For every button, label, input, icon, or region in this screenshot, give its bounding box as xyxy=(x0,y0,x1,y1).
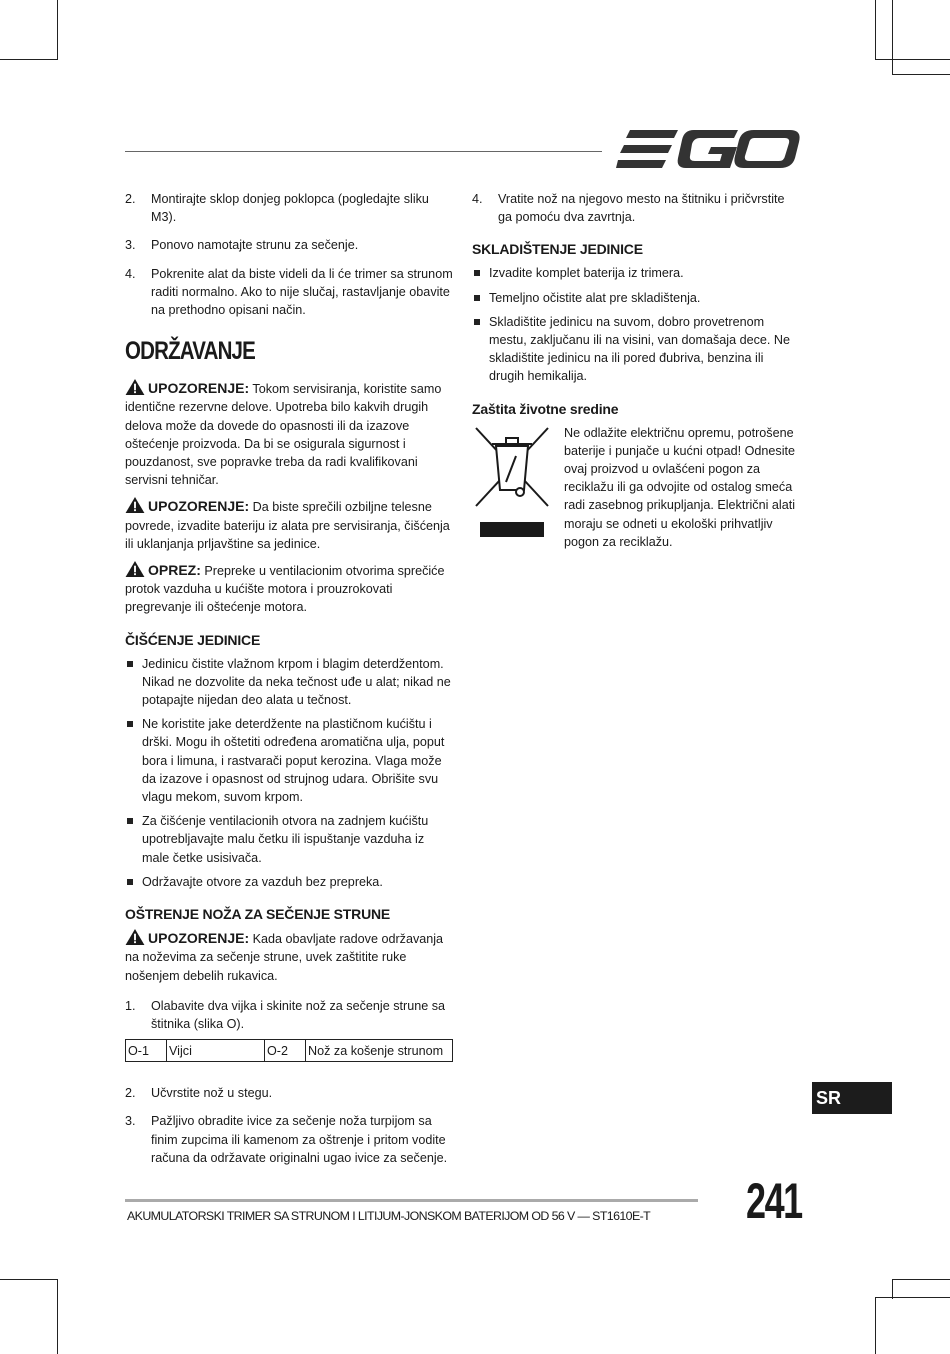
table-cell: Nož za košenje strunom xyxy=(306,1040,453,1062)
ego-logo xyxy=(616,128,800,172)
environment-heading: Zaštita životne sredine xyxy=(472,400,619,417)
bullet-icon xyxy=(474,295,480,301)
list-item: Održavajte otvore za vazduh bez prepreka. xyxy=(125,873,453,891)
footer-title: AKUMULATORSKI TRIMER SA STRUNOM I LITIJUM-JONSKOM BATERIJOM OD 56 V — ST1610E-T xyxy=(127,1209,651,1223)
numbered-step: 2. Montirajte sklop donjeg poklopca (pogledajte sliku M3). xyxy=(125,192,429,225)
table-cell: O-2 xyxy=(265,1040,306,1062)
right-column xyxy=(472,190,800,554)
left-column xyxy=(125,190,453,1177)
storage-heading: SKLADIŠTENJE JEDINICE xyxy=(472,241,643,258)
list-item: Temeljno očistite alat pre skladištenja. xyxy=(472,289,800,307)
bullet-icon xyxy=(127,879,133,885)
numbered-step: 4. Vratite nož na njegovo mesto na štitniku i pričvrstite ga pomoću dva zavrtnja. xyxy=(472,192,785,225)
numbered-step: 1. Olabavite dva vijka i skinite nož za sečenje strune sa štitnika (slika O). xyxy=(125,998,446,1031)
bullet-icon xyxy=(474,319,480,325)
environment-text: Ne odlažite električnu opremu, potrošene baterije i punjače u kućni otpad! Odnesite ovaj proizvod u ovlašćeni pogon za reciklažu ili ga odvojite od ostalog smeća radi zasebnog prikupljanja. Električni alati moraju se odneti u ekološki prihvatljiv pogon za reciklažu. xyxy=(564,425,796,549)
page-number: 241 xyxy=(746,1173,802,1229)
list-item: Jedinicu čistite vlažnom krpom i blagim deterdžentom. Nikad ne dozvolite da neka tečnost uđe u alat; nikad ne potapajte nijedan deo alata u tečnost. xyxy=(125,655,453,710)
list-item: Ne koristite jake deterdžente na plastičnom kućištu i drški. Mogu ih oštetiti određena aromatična ulja, poput bora i limuna, i rastvarači poput kerozina. Vlaga može da izazove i opasnost od strujnog udara. Obrišite svu vlagu mekom, suvom krpom. xyxy=(125,715,453,806)
crossed-bin-icon xyxy=(472,424,552,540)
environment-block xyxy=(472,424,800,554)
bullet-icon xyxy=(127,721,133,727)
table-cell: O-1 xyxy=(126,1040,167,1062)
table-cell: Vijci xyxy=(167,1040,265,1062)
sharpening-heading: OŠTRENJE NOŽA ZA SEČENJE STRUNE xyxy=(125,906,391,923)
language-tab: SR xyxy=(812,1082,892,1114)
warning-triangle-icon xyxy=(125,497,145,513)
warning-block: UPOZORENJE: Kada obavljate radove održavanja na noževima za sečenje strune, uvek zaštitite ruke nošenjem debelih rukavica. xyxy=(125,930,444,983)
list-item: Za čišćenje ventilacionih otvora na zadnjem kućištu upotrebljavajte malu četku ili ispuštanje vazduha iz male četke usisivača. xyxy=(125,812,453,867)
parts-table xyxy=(125,1039,453,1062)
header-rule xyxy=(125,151,602,152)
numbered-step: 3. Ponovo namotajte strunu za sečenje. xyxy=(125,238,359,253)
bullet-icon xyxy=(127,818,133,824)
numbered-step: 3. Pažljivo obradite ivice za sečenje noža turpijom sa finim zupcima ili kamenom za oštrenje i pritom vodite računa da održavate originalni ugao ivice za sečenje. xyxy=(125,1114,448,1165)
warning-triangle-icon xyxy=(125,561,145,577)
storage-list xyxy=(472,264,800,385)
warning-block: UPOZORENJE: Da biste sprečili ozbiljne telesne povrede, izvadite bateriju iz alata pre servisiranja, čišćenja ili uklanjanja prljavštine sa jedinice. xyxy=(125,498,450,551)
list-item: Skladištite jedinicu na suvom, dobro provetrenom mestu, zaključanu ili na visini, van domašaja dece. Ne skladištite jedinicu na ili pored đubriva, benzina ili drugih hemikalija. xyxy=(472,313,800,386)
warning-block: UPOZORENJE: Tokom servisiranja, koristite samo identične rezervne delove. Upotreba bilo kakvih drugih delova može da dovede do opasnosti ili da izazove oštećenje proizvoda. Da bi se osigurala sigurnost i pouzdanost, sve popravke treba da radi kvalifikovani servisni tehničar. xyxy=(125,380,442,488)
cleaning-heading: ČIŠĆENJE JEDINICE xyxy=(125,631,261,648)
caution-block: OPREZ: Prepreke u ventilacionim otvorima sprečiće protok vazduha u kućište motora i prouzrokovati pregrevanje ili oštećenje motora. xyxy=(125,562,445,615)
table-row xyxy=(126,1040,453,1062)
bullet-icon xyxy=(127,661,133,667)
cleaning-list xyxy=(125,655,453,891)
warning-triangle-icon xyxy=(125,929,145,945)
numbered-step: 2. Učvrstite nož u stegu. xyxy=(125,1086,273,1101)
warning-triangle-icon xyxy=(125,379,145,395)
list-item: Izvadite komplet baterija iz trimera. xyxy=(472,264,800,282)
bullet-icon xyxy=(474,270,480,276)
section-title: ODRŽAVANJE xyxy=(125,337,255,366)
numbered-step: 4. Pokrenite alat da biste videli da li će trimer sa strunom raditi normalno. Ako to nije slučaj, rastavljanje obavite na prethodno opisani način. xyxy=(125,266,453,318)
footer-rule xyxy=(125,1199,698,1202)
